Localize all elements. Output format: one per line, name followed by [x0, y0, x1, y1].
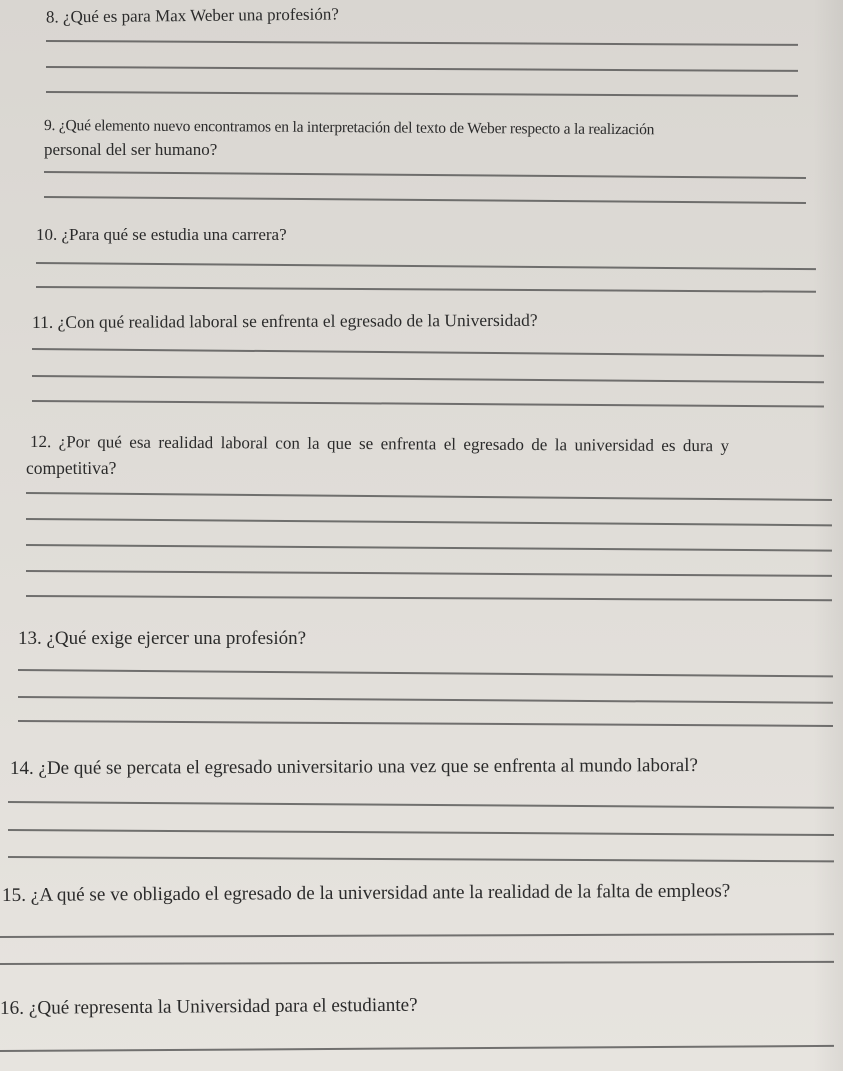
answer-line: [0, 1045, 834, 1052]
answer-line: [0, 961, 834, 965]
answer-line: [32, 375, 824, 383]
question-14: 14. ¿De qué se percata el egresado universitario una vez que se enfrenta al mundo laboral?: [9, 754, 698, 779]
question-16: 16. ¿Qué representa la Universidad para el estudiante?: [0, 994, 418, 1019]
question-9: 9. ¿Qué elemento nuevo encontramos en la interpretación del texto de Weber respecto a la realización: [43, 117, 655, 139]
answer-line: [8, 801, 834, 809]
question-10: 10. ¿Para qué se estudia una carrera?: [36, 225, 287, 244]
answer-line: [46, 40, 798, 46]
answer-line: [8, 829, 834, 836]
answer-line: [32, 400, 824, 408]
answer-line: [18, 720, 833, 727]
answer-line: [46, 66, 798, 72]
answer-line: [26, 492, 832, 501]
question-13: 13. ¿Qué exige ejercer una profesión?: [18, 628, 307, 649]
page-edge-shadow: [813, 0, 843, 1071]
answer-line: [36, 286, 816, 293]
answer-line: [36, 262, 816, 270]
question-15: 15. ¿A qué se ve obligado el egresado de la universidad ante la realidad de la falta de empleos?: [1, 880, 731, 906]
answer-line: [0, 933, 834, 938]
answer-line: [44, 196, 806, 204]
answer-line: [26, 518, 832, 526]
question-8: 8. ¿Qué es para Max Weber una profesión?: [45, 4, 339, 27]
question-12-continuation: competitiva?: [26, 458, 117, 478]
question-12: 12. ¿Por qué esa realidad laboral con la que se enfrenta el egresado de la universidad es dura y: [29, 432, 730, 456]
answer-line: [26, 595, 832, 601]
answer-line: [46, 91, 798, 97]
answer-line: [26, 570, 832, 577]
answer-line: [18, 696, 833, 704]
question-11: 11. ¿Con qué realidad laboral se enfrenta el egresado de la Universidad?: [31, 309, 538, 332]
question-9-continuation: personal del ser humano?: [44, 140, 218, 159]
answer-line: [18, 669, 833, 677]
answer-line: [32, 348, 824, 357]
answer-line: [26, 544, 832, 552]
answer-line: [44, 171, 806, 179]
answer-line: [8, 856, 834, 862]
